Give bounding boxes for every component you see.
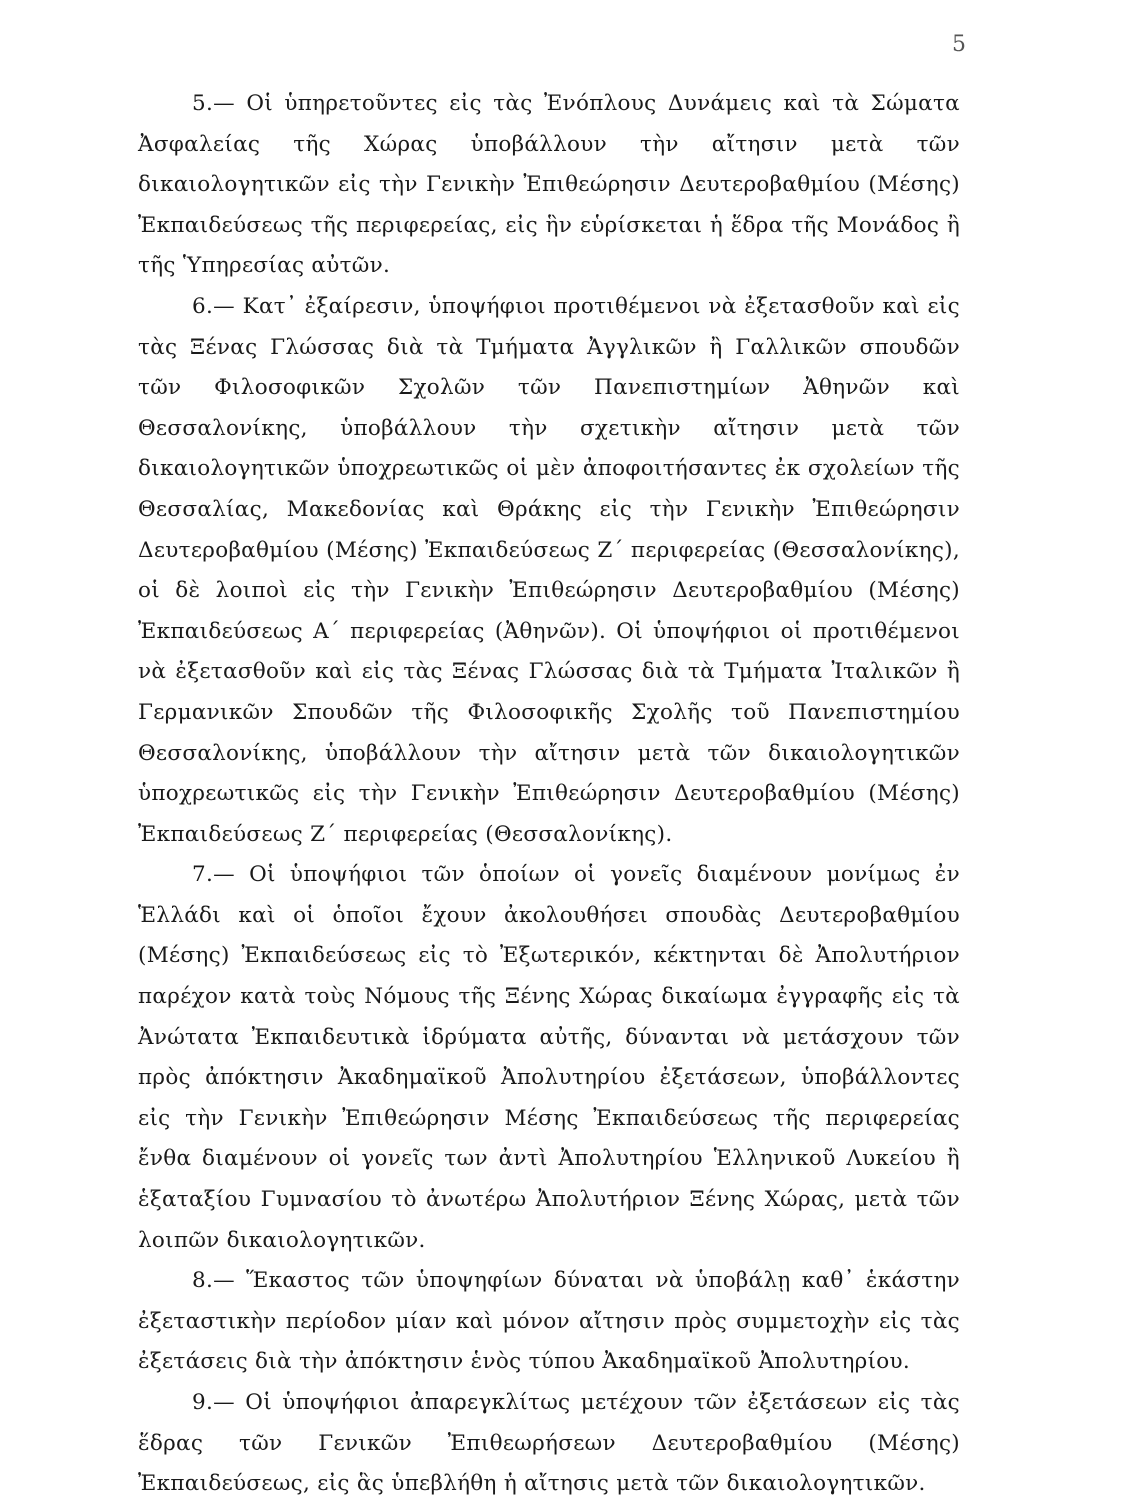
paragraph-7 xyxy=(138,855,960,1261)
paragraph-number: 7.— xyxy=(192,862,235,888)
paragraph-text: Οἱ ὑποψήφιοι ἀπαρεγκλίτως μετέχουν τῶν ἐξετάσεων εἰς τὰς ἕδρας τῶν Γενικῶν Ἐπιθεωρήσεων Δευτεροβαθμίου (Μέσης) Ἐκπαιδεύσεως, εἰς ἃς ὑπεβλήθη ἡ αἴτησις μετὰ τῶν δικαιολογητικῶν. xyxy=(138,1390,961,1497)
page-number: 5 xyxy=(952,32,966,57)
paragraph-text: Οἱ ὑπηρετοῦντες εἰς τὰς Ἐνόπλους Δυνάμεις καὶ τὰ Σώματα Ἀσφαλείας τῆς Χώρας ὑποβάλλουν τὴν αἴτησιν μετὰ τῶν δικαιολογητικῶν εἰς τὴν Γενικὴν Ἐπιθεώρησιν Δευτεροβαθμίου (Μέσης) Ἐκπαιδεύσεως τῆς περιφερείας, εἰς ἣν εὑρίσκεται ἡ ἕδρα τῆς Μονάδος ἢ τῆς Ὑπηρεσίας αὐτῶν. xyxy=(138,91,961,279)
paragraph-6 xyxy=(138,287,960,855)
paragraph-number: 8.— xyxy=(192,1268,235,1294)
paragraph-number: 6.— xyxy=(192,293,235,319)
paragraph-text: Κατ᾽ ἐξαίρεσιν, ὑποψήφιοι προτιθέμενοι νὰ ἐξετασθοῦν καὶ εἰς τὰς Ξένας Γλώσσας διὰ τὰ Τμήματα Ἀγγλικῶν ἢ Γαλλικῶν σπουδῶν τῶν Φιλοσοφικῶν Σχολῶν τῶν Πανεπιστημίων Ἀθηνῶν καὶ Θεσσαλονίκης, ὑποβάλλουν τὴν σχετικὴν αἴτησιν μετὰ τῶν δικαιολογητικῶν ὑποχρεωτικῶς οἱ μὲν ἀποφοιτήσαντες ἐκ σχολείων τῆς Θεσσαλίας, Μακεδονίας καὶ Θράκης εἰς τὴν Γενικὴν Ἐπιθεώρησιν Δευτεροβαθμίου (Μέσης) Ἐκπαιδεύσεως Ζ΄ περιφερείας (Θεσσαλονίκης), οἱ δὲ λοιποὶ εἰς τὴν Γενικὴν Ἐπιθεώρησιν Δευτεροβαθμίου (Μέσης) Ἐκπαιδεύσεως Α΄ περιφερείας (Ἀθηνῶν). Οἱ ὑποψήφιοι οἱ προτιθέμενοι νὰ ἐξετασθοῦν καὶ εἰς τὰς Ξένας Γλώσσας διὰ τὰ Τμήματα Ἰταλικῶν ἢ Γερμανικῶν Σπουδῶν τῆς Φιλοσοφικῆς Σχολῆς τοῦ Πανεπιστημίου Θεσσαλονίκης, ὑποβάλλουν τὴν αἴτησιν μετὰ τῶν δικαιολογητικῶν ὑποχρεωτικῶς εἰς τὴν Γενικὴν Ἐπιθεώρησιν Δευτεροβαθμίου (Μέσης) Ἐκπαιδεύσεως Ζ΄ περιφερείας (Θεσσαλονίκης). xyxy=(138,293,960,847)
paragraph-number: 5.— xyxy=(192,91,235,116)
paragraph-9 xyxy=(138,1383,960,1505)
paragraph-text: Ἕκαστος τῶν ὑποψηφίων δύναται νὰ ὑποβάλῃ καθ᾽ ἑκάστην ἐξεταστικὴν περίοδον μίαν καὶ μόνον αἴτησιν πρὸς συμμετοχὴν εἰς τὰς ἐξετάσεις διὰ τὴν ἀπόκτησιν ἑνὸς τύπου Ἀκαδημαϊκοῦ Ἀπολυτηρίου. xyxy=(138,1268,960,1375)
paragraph-text: Οἱ ὑποψήφιοι τῶν ὁποίων οἱ γονεῖς διαμένουν μονίμως ἐν Ἑλλάδι καὶ οἱ ὁποῖοι ἔχουν ἀκολουθήσει σπουδὰς Δευτεροβαθμίου (Μέσης) Ἐκπαιδεύσεως εἰς τὸ Ἐξωτερικόν, κέκτηνται δὲ Ἀπολυτήριον παρέχον κατὰ τοὺς Νόμους τῆς Ξένης Χώρας δικαίωμα ἐγγραφῆς εἰς τὰ Ἀνώτατα Ἐκπαιδευτικὰ ἱδρύματα αὐτῆς, δύνανται νὰ μετάσχουν τῶν πρὸς ἀπόκτησιν Ἀκαδημαϊκοῦ Ἀπολυτηρίου ἐξετάσεων, ὑποβάλλοντες εἰς τὴν Γενικὴν Ἐπιθεώρησιν Μέσης Ἐκπαιδεύσεως τῆς περιφερείας ἔνθα διαμένουν οἱ γονεῖς των ἀντὶ Ἀπολυτηρίου Ἑλληνικοῦ Λυκείου ἢ ἑξαταξίου Γυμνασίου τὸ ἀνωτέρω Ἀπολυτήριον Ξένης Χώρας, μετὰ τῶν λοιπῶν δικαιολογητικῶν. xyxy=(138,862,960,1253)
paragraph-8 xyxy=(138,1261,960,1383)
paragraph-5 xyxy=(138,84,960,287)
paragraph-number: 9.— xyxy=(192,1390,235,1415)
document-body xyxy=(138,84,960,1505)
